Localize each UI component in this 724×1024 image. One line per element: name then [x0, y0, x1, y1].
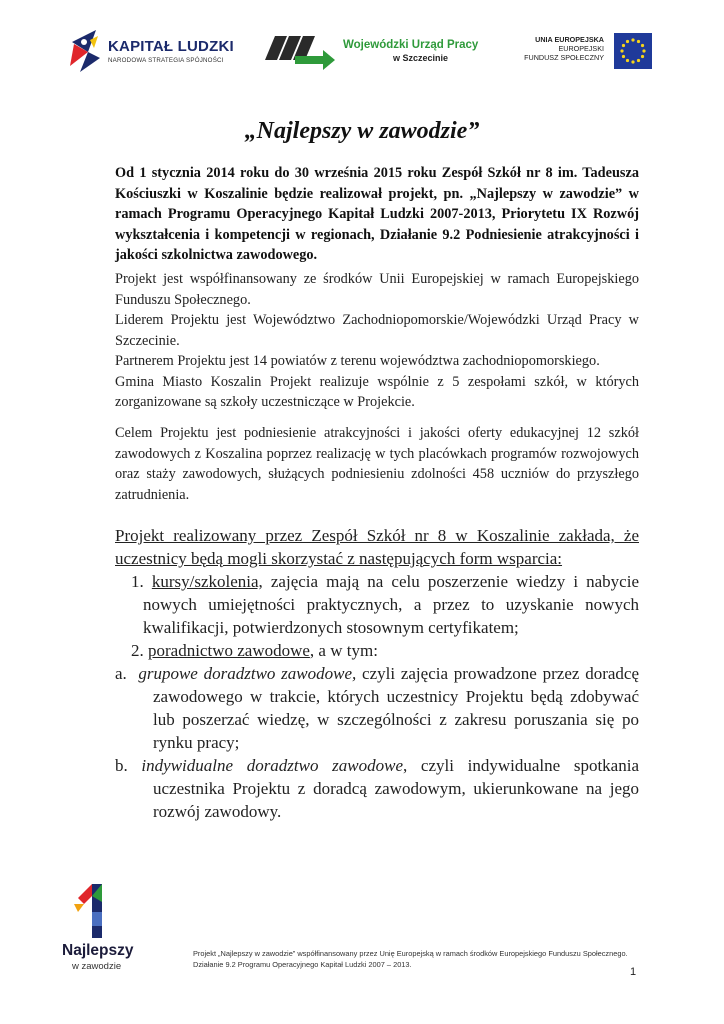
list-item-term: indywidualne doradztwo zawodowe [141, 756, 403, 775]
kapital-ludzki-emblem-icon [68, 28, 104, 74]
eu-star-icon [626, 40, 629, 43]
list-item-group-counseling [115, 662, 639, 754]
kapital-ludzki-logo [68, 28, 234, 74]
list-item-label: 1. [131, 572, 144, 591]
list-item-text: czyli zajęcia prowadzone przez doradcę zawodowego w trakcie, których uczestnicy Projektu będą zdobywać lub poszerzać wiedzę, w szczególności z zakresu poruszania się po rynku pracy; [153, 664, 639, 752]
paragraph-koszalin: Gmina Miasto Koszalin Projekt realizuje wspólnie z 5 zespołami szkół, w których zorganizowane są szkoły uczestniczące w Projekcie. [115, 373, 639, 410]
footer-line-1: Projekt „Najlepszy w zawodzie” współfinansowany przez Unię Europejską w ramach środków Europejskiego Funduszu Społecznego. [193, 949, 628, 958]
list-item-text: , a w tym: [309, 641, 378, 660]
list-item-term: poradnictwo zawodowe [148, 641, 310, 660]
najlepszy-number-one-icon [72, 882, 116, 940]
eu-star-icon [620, 49, 623, 52]
goal-paragraph: Celem Projektu jest podniesienie atrakcyjności i jakości oferty edukacyjnej 12 szkół zawodowych z Koszalina poprzez realizację w tych placówkach programów rozwojowych oraz staży zawodowych, służących podniesieniu zdolności 458 uczniów do przyszłego zatrudnienia. [115, 425, 639, 503]
eu-text [524, 35, 604, 62]
document-title: „Najlepszy w zawodzie” [244, 118, 480, 144]
paragraph-leader: Liderem Projektu jest Województwo Zachodniopomorskie/Wojewódzki Urząd Pracy w Szczecinie. [115, 312, 639, 349]
eu-star-icon [631, 38, 634, 41]
eu-star-icon [626, 59, 629, 62]
list-item-individual-counseling [115, 754, 639, 823]
kapital-ludzki-title: KAPITAŁ LUDZKI [108, 38, 234, 55]
list-item-label: 2. [131, 641, 144, 660]
support-lead: Projekt realizowany przez Zespół Szkół nr 8 w Koszalinie zakłada, że uczestnicy będą mogli skorzystać z następujących form wsparcia: [115, 526, 639, 568]
eu-star-icon [641, 55, 644, 58]
list-item-text: , czyli indywidualne spotkania uczestnika Projektu z doradcą zawodowym, ukierunkowane na jego rozwój zawodowy. [153, 756, 639, 821]
eu-line-2: EUROPEJSKI [558, 44, 604, 53]
eu-star-icon [622, 55, 625, 58]
eu-star-icon [642, 49, 645, 52]
intro-paragraph: Od 1 stycznia 2014 roku do 30 września 2015 roku Zespół Szkół nr 8 im. Tadeusza Kościuszki w Koszalinie będzie realizował projekt, pn. „Najlepszy w zawodzie” w ramach Programu Operacyjnego Kapitał Ludzki 2007-2013, Priorytetu IX Rozwój wykształcenia i kompetencji w regionach, Działanie 9.2 Podniesienie atrakcyjności i jakości szkolnictwa zawodowego. [115, 165, 639, 263]
kapital-ludzki-subtitle: NARODOWA STRATEGIA SPÓJNOŚCI [108, 57, 224, 64]
header-logos [0, 0, 724, 90]
list-item-counseling [115, 639, 639, 662]
support-section [115, 524, 639, 823]
eu-efs-logo [520, 33, 660, 73]
najlepszy-logo-subtitle: w zawodzie [72, 961, 122, 972]
info-paragraphs [115, 269, 639, 413]
najlepszy-logo-title: Najlepszy [62, 942, 134, 959]
list-item-term: grupowe doradztwo zawodowe, [138, 664, 357, 683]
list-item-text: zajęcia mają na celu poszerzenie wiedzy i nabycie nowych umiejętności praktycznych, a przez to uzyskanie nowych kwalifikacji, potwierdzonych stosownym certyfikatem; [143, 572, 639, 637]
list-item-term: kursy/szkolenia, [151, 572, 263, 591]
eu-line-1: UNIA EUROPEJSKA [535, 35, 604, 44]
list-item-courses [115, 570, 639, 639]
paragraph-cofinancing: Projekt jest współfinansowany ze środków Unii Europejskiej w ramach Europejskiego Funduszu Społecznego. [115, 271, 639, 308]
paragraph-partner: Partnerem Projektu jest 14 powiatów z terenu województwa zachodniopomorskiego. [115, 353, 600, 369]
wup-emblem-icon [265, 30, 337, 72]
list-item-label: b. [115, 756, 128, 775]
list-item-label: a. [115, 664, 127, 683]
najlepszy-logo [62, 882, 142, 972]
footer-text [193, 948, 663, 970]
eu-star-icon [622, 44, 625, 47]
eu-flag-icon [614, 33, 652, 69]
wup-subtitle: w Szczecinie [393, 53, 449, 63]
eu-star-icon [637, 59, 640, 62]
wup-logo [265, 30, 479, 72]
eu-star-icon [631, 60, 634, 63]
eu-star-icon [641, 44, 644, 47]
footer-line-2: Działanie 9.2 Programu Operacyjnego Kapitał Ludzki 2007 – 2013. [193, 960, 412, 969]
eu-line-3: FUNDUSZ SPOŁECZNY [524, 53, 604, 62]
eu-star-icon [637, 40, 640, 43]
page-number: 1 [630, 966, 637, 978]
wup-title: Wojewódzki Urząd Pracy [343, 39, 479, 51]
